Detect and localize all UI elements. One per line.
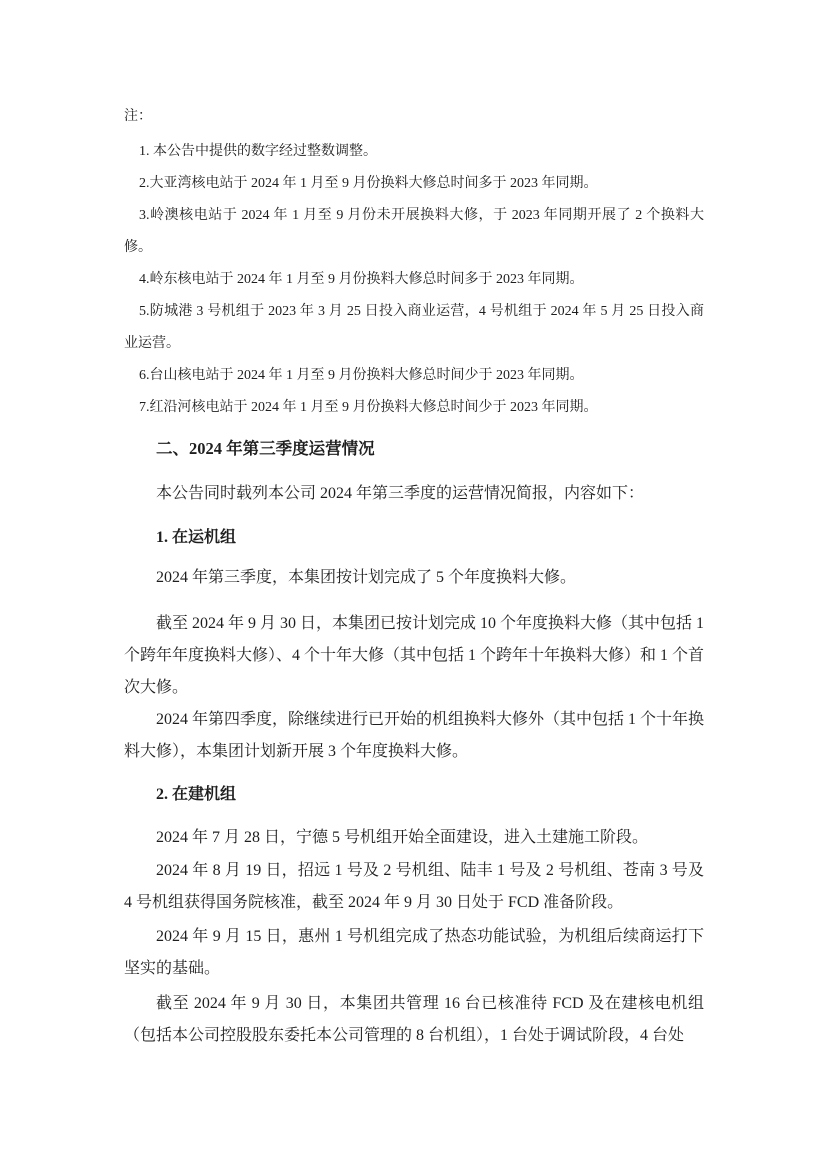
subsection-heading-under-construction-units: 2. 在建机组 bbox=[156, 786, 237, 803]
under-construction-paragraph-2: 2024 年 8 月 19 日，招远 1 号及 2 号机组、陆丰 1 号及 2 号机组、苍南 3 号及 4 号机组获得国务院核准，截至 2024 年 9 月 30 日处于 FCD 准备阶段。 bbox=[124, 862, 704, 911]
note-6: 6.台山核电站于 2024 年 1 月至 9 月份换料大修总时间少于 2023 年同期。 bbox=[139, 368, 584, 383]
under-construction-paragraph-3: 2024 年 9 月 15 日，惠州 1 号机组完成了热态功能试验，为机组后续商运打下坚实的基础。 bbox=[124, 928, 704, 977]
note-5: 5.防城港 3 号机组于 2023 年 3 月 25 日投入商业运营，4 号机组于 2024 年 5 月 25 日投入商业运营。 bbox=[124, 304, 704, 351]
note-4: 4.岭东核电站于 2024 年 1 月至 9 月份换料大修总时间多于 2023 年同期。 bbox=[139, 272, 584, 287]
note-1: 1. 本公告中提供的数字经过整数调整。 bbox=[139, 144, 377, 159]
section-heading-q3-operations: 二、2024 年第三季度运营情况 bbox=[156, 439, 375, 458]
section-intro: 本公告同时载列本公司 2024 年第三季度的运营情况简报，内容如下： bbox=[156, 485, 645, 502]
subsection-heading-operating-units: 1. 在运机组 bbox=[156, 529, 237, 546]
note-2: 2.大亚湾核电站于 2024 年 1 月至 9 月份换料大修总时间多于 2023 年同期。 bbox=[139, 176, 598, 191]
under-construction-paragraph-4: 截至 2024 年 9 月 30 日，本集团共管理 16 台已核准待 FCD 及在建核电机组（包括本公司控股股东委托本公司管理的 8 台机组），1 台处于调试阶段，4 台处 bbox=[124, 995, 704, 1044]
operating-units-paragraph-3: 2024 年第四季度，除继续进行已开始的机组换料大修外（其中包括 1 个十年换料大修），本集团计划新开展 3 个年度换料大修。 bbox=[124, 711, 705, 760]
operating-units-paragraph-1: 2024 年第三季度，本集团按计划完成了 5 个年度换料大修。 bbox=[156, 569, 577, 586]
note-7: 7.红沿河核电站于 2024 年 1 月至 9 月份换料大修总时间少于 2023 年同期。 bbox=[139, 400, 598, 415]
note-3: 3.岭澳核电站于 2024 年 1 月至 9 月份未开展换料大修，于 2023 年同期开展了 2 个换料大修。 bbox=[124, 208, 704, 255]
under-construction-paragraph-1: 2024 年 7 月 28 日，宁德 5 号机组开始全面建设，进入土建施工阶段。 bbox=[156, 829, 649, 846]
operating-units-paragraph-2: 截至 2024 年 9 月 30 日，本集团已按计划完成 10 个年度换料大修（其中包括 1 个跨年年度换料大修）、4 个十年大修（其中包括 1 个跨年十年换料大修）和 1 个首次大修。 bbox=[124, 615, 705, 696]
notes-label: 注： bbox=[124, 109, 152, 124]
document-content bbox=[124, 101, 704, 1052]
